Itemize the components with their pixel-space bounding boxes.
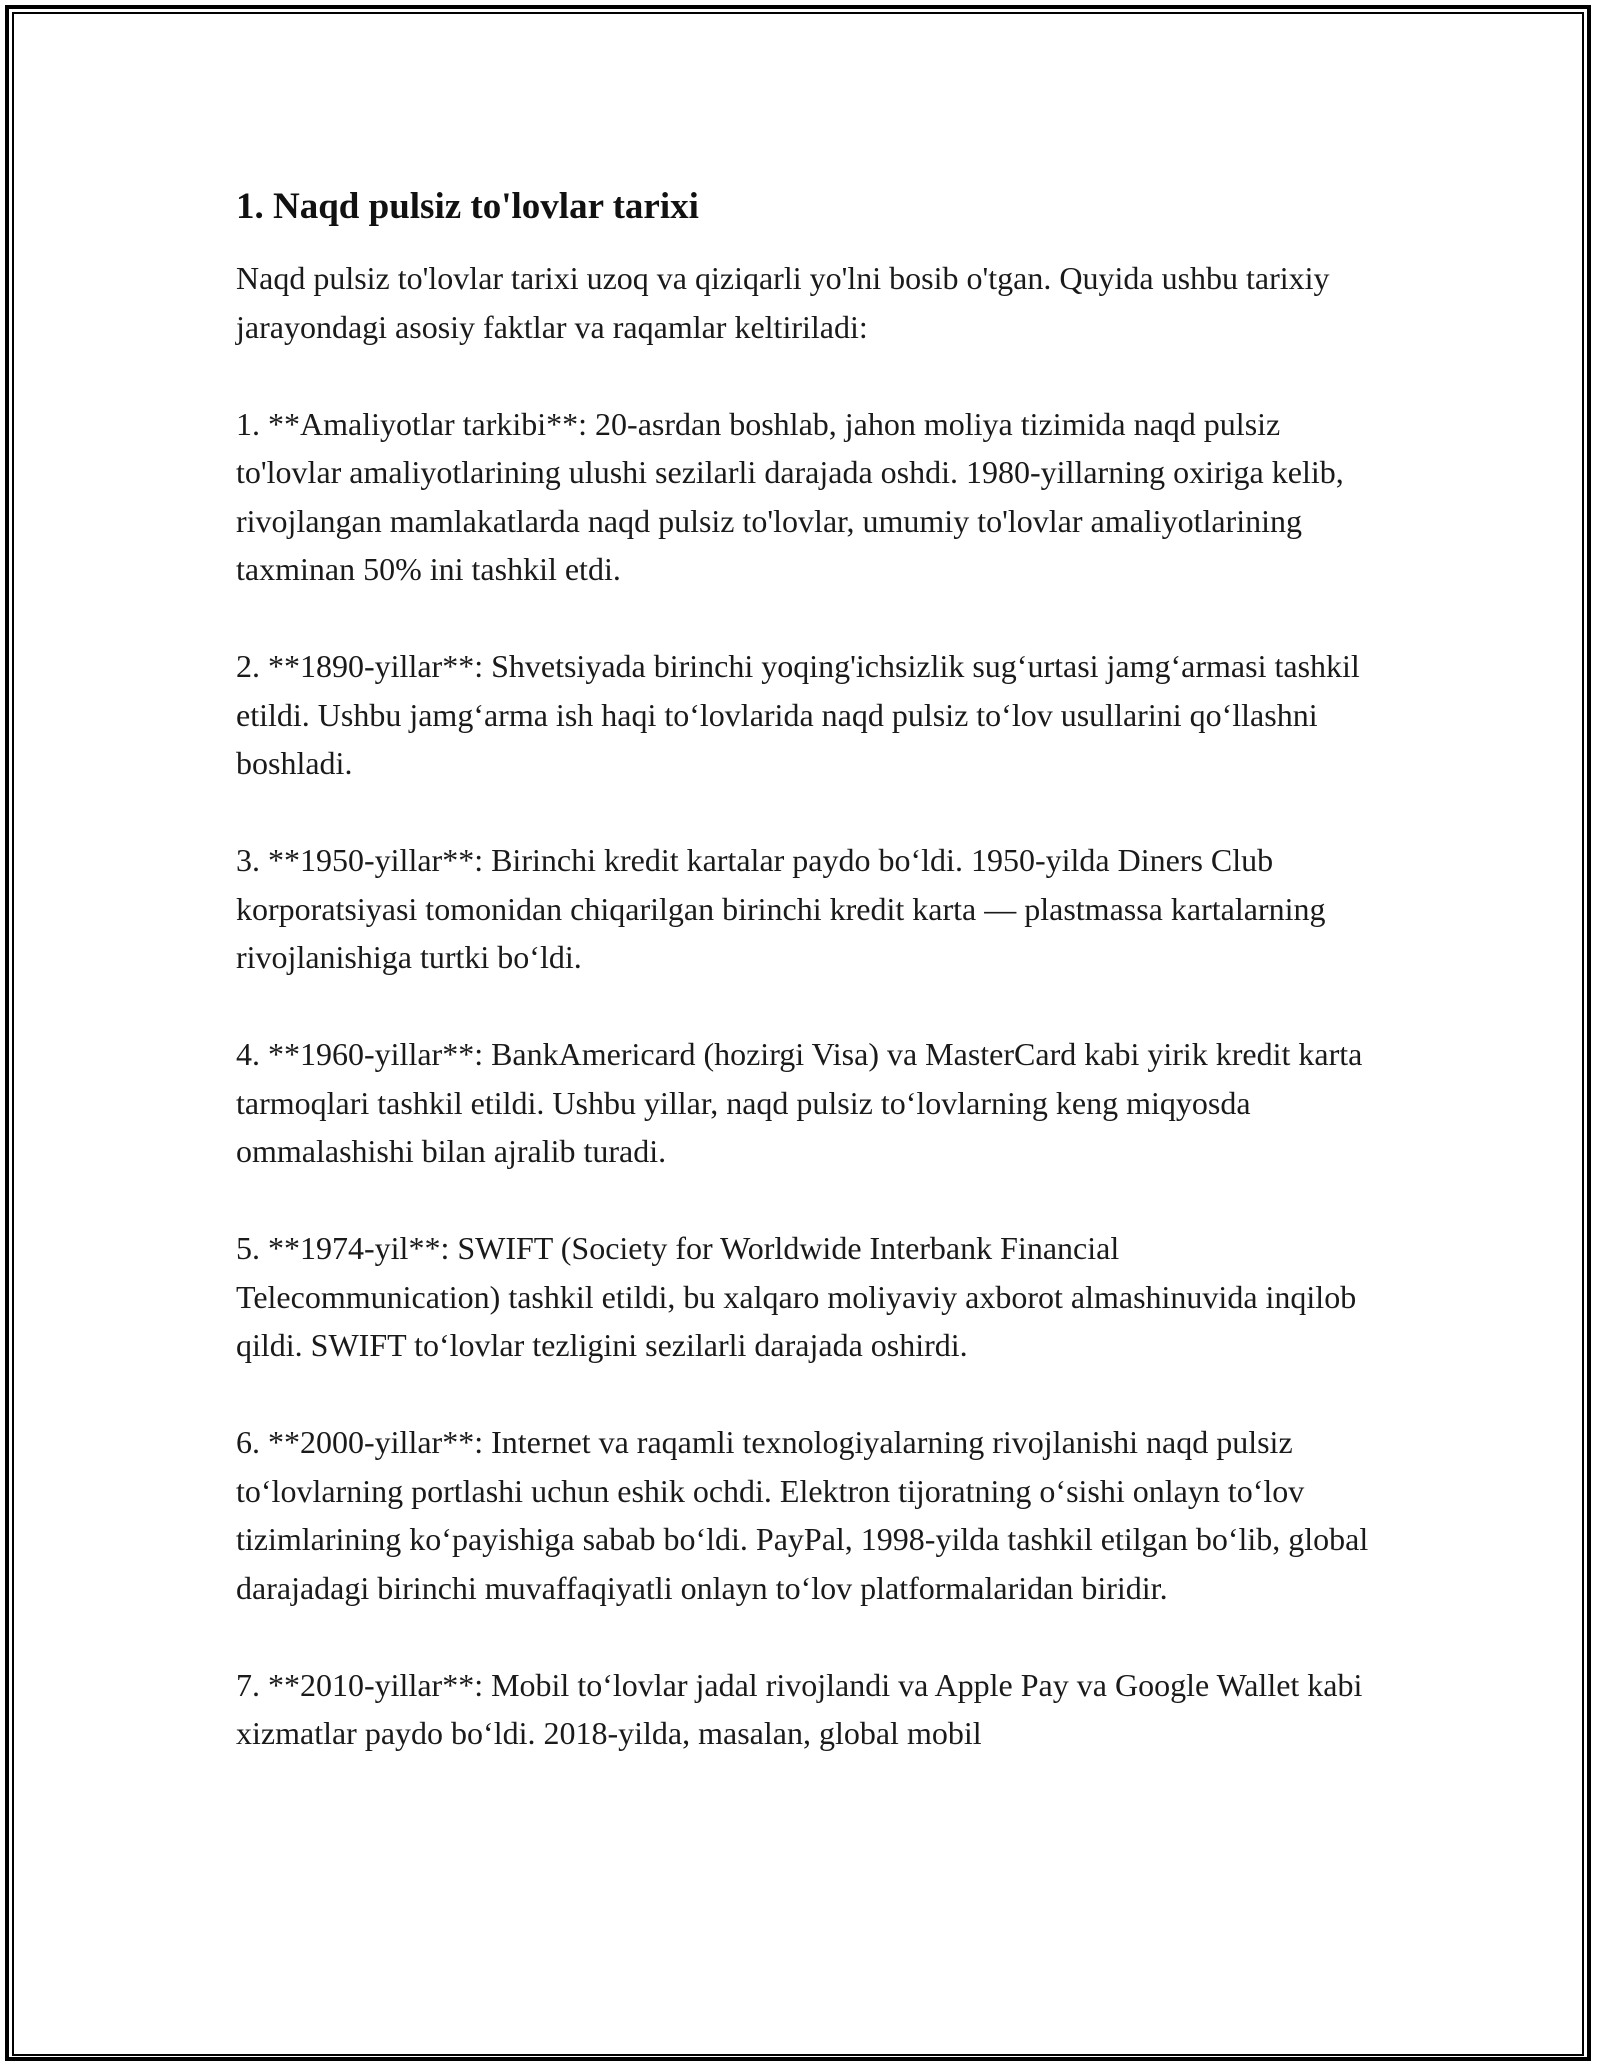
intro-paragraph: Naqd pulsiz to'lovlar tarixi uzoq va qiziqarli yo'lni bosib o'tgan. Quyida ushbu tarixiy jarayondagi asosiy faktlar va raqamlar keltiriladi: — [236, 260, 1330, 345]
list-item-1: 1. **Amaliyotlar tarkibi**: 20-asrdan boshlab, jahon moliya tizimida naqd pulsiz to'lovlar amaliyotlarining ulushi sezilarli darajada oshdi. 1980-yillarning oxiriga kelib, rivojlangan mamlakatlarda naqd pulsiz to'lovlar, umumiy to'lovlar amaliyotlarining taxminan 50% ini tashkil etdi. — [236, 405, 1344, 588]
list-item-5: 5. **1974-yil**: SWIFT (Society for Worldwide Interbank Financial Telecommunication) tashkil etildi, bu xalqaro moliyaviy axborot almashinuvida inqilob qildi. SWIFT to‘lovlar tezligini sezilarli darajada oshirdi. — [236, 1230, 1357, 1364]
section-title: 1. Naqd pulsiz to'lovlar tarixi — [236, 186, 699, 227]
list-item-4: 4. **1960-yillar**: BankAmericard (hozirgi Visa) va MasterCard kabi yirik kredit karta tarmoqlari tashkil etildi. Ushbu yillar, naqd pulsiz to‘lovlarning keng miqyosda ommalashishi bilan ajralib turadi. — [236, 1036, 1363, 1170]
list-item-3: 3. **1950-yillar**: Birinchi kredit kartalar paydo bo‘ldi. 1950-yilda Diners Club korporatsiyasi tomonidan chiqarilgan birinchi kredit karta — plastmassa kartalarning rivojlanishiga turtki bo‘ldi. — [236, 842, 1326, 976]
document-body — [236, 185, 1386, 1806]
list-item-6: 6. **2000-yillar**: Internet va raqamli texnologiyalarning rivojlanishi naqd pulsiz to‘lovlarning portlashi uchun eshik ochdi. Elektron tijoratning o‘sishi onlayn to‘lov tizimlarining ko‘payishiga sabab bo‘ldi. PayPal, 1998-yilda tashkil etilgan bo‘lib, global darajadagi birinchi muvaffaqiyatli onlayn to‘lov platformalaridan biridir. — [236, 1424, 1369, 1606]
list-item-2: 2. **1890-yillar**: Shvetsiyada birinchi yoqing'ichsizlik sug‘urtasi jamg‘armasi tashkil etildi. Ushbu jamg‘arma ish haqi to‘lovlarida naqd pulsiz to‘lov usullarini qo‘llashni boshladi. — [236, 648, 1360, 782]
list-item-7: 7. **2010-yillar**: Mobil to‘lovlar jadal rivojlandi va Apple Pay va Google Wallet kabi xizmatlar paydo bo‘ldi. 2018-yilda, masalan, global mobil — [236, 1666, 1363, 1752]
